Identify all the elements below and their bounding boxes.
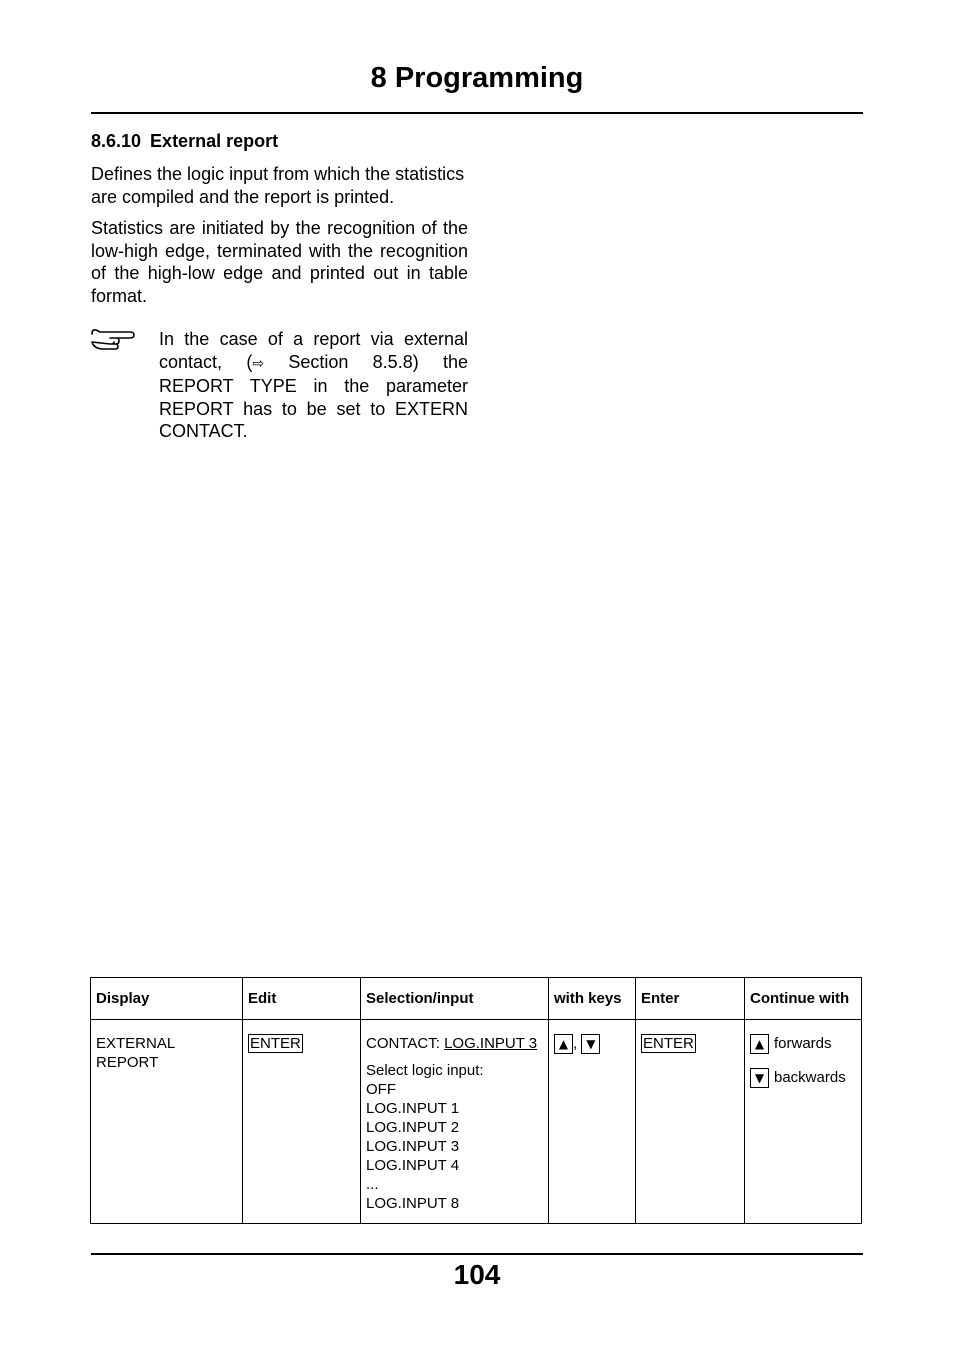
option-item: LOG.INPUT 8 (366, 1195, 460, 1212)
display-line-1: EXTERNAL (96, 1035, 176, 1052)
section-title: External report (150, 131, 279, 151)
option-item: LOG.INPUT 1 (366, 1100, 460, 1117)
arrow-up-key-icon: ▲ (750, 1034, 769, 1054)
arrow-up-key-icon: ▲ (554, 1034, 573, 1054)
option-item: LOG.INPUT 4 (366, 1157, 460, 1174)
option-item: LOG.INPUT 2 (366, 1119, 460, 1136)
edit-cell (243, 1020, 361, 1224)
contact-line (366, 1034, 543, 1053)
display-cell (91, 1020, 243, 1224)
section-number: 8.6.10 (91, 131, 142, 151)
enter-key-edit: ENTER (250, 1035, 301, 1052)
note-text-end: Section 8.5.8) the REPORT TYPE in the parameter REPORT has to be set to EXTERN CONTACT. (159, 351, 469, 441)
header-continue: Continue with (745, 978, 862, 1020)
continue-backwards (750, 1068, 856, 1088)
backwards-label: backwards (774, 1069, 846, 1087)
header-keys: with keys (549, 978, 636, 1020)
enter-key: ENTER (643, 1035, 694, 1052)
selection-cell (361, 1020, 549, 1224)
page-number: 104 (453, 1259, 501, 1290)
option-item: ... (366, 1176, 379, 1193)
enter-cell (636, 1020, 745, 1224)
chapter-title: 8 Programming (370, 62, 584, 94)
option-item: LOG.INPUT 3 (366, 1138, 460, 1155)
note-text-start: In the case of a report via external contact, ( (159, 329, 468, 372)
header-display: Display (91, 978, 243, 1020)
contact-value: LOG.INPUT 3 (444, 1035, 538, 1052)
arrow-down-key-icon: ▼ (750, 1068, 769, 1088)
arrow-down-key-icon: ▼ (581, 1034, 600, 1054)
select-label: Select logic input: (366, 1062, 484, 1079)
header-selection: Selection/input (361, 978, 549, 1020)
statistics-paragraph: Statistics are initiated by the recognition of the low-high edge, terminated with the recognition of the high-low edge and printed out in table format. (91, 218, 468, 306)
forwards-label: forwards (774, 1035, 832, 1052)
display-line-2: REPORT (96, 1054, 159, 1071)
pointing-hand-icon (90, 326, 136, 352)
continue-cell (745, 1020, 862, 1224)
continue-forwards (750, 1034, 856, 1054)
reference-arrow-icon: ⇨ (252, 355, 265, 372)
parameter-table (90, 977, 862, 1224)
table-header-row (91, 978, 862, 1020)
keys-cell (549, 1020, 636, 1224)
section-heading (91, 131, 278, 152)
option-item: OFF (366, 1081, 396, 1098)
header-edit: Edit (243, 978, 361, 1020)
intro-paragraph: Defines the logic input from which the statistics are compiled and the report is printed. (91, 164, 465, 207)
footer-rule (91, 1253, 863, 1255)
contact-label: CONTACT: (366, 1035, 440, 1052)
header-enter: Enter (636, 978, 745, 1020)
key-separator: , (573, 1035, 578, 1052)
note-text (159, 328, 468, 443)
table-row (91, 1020, 862, 1224)
header-rule (91, 112, 863, 114)
